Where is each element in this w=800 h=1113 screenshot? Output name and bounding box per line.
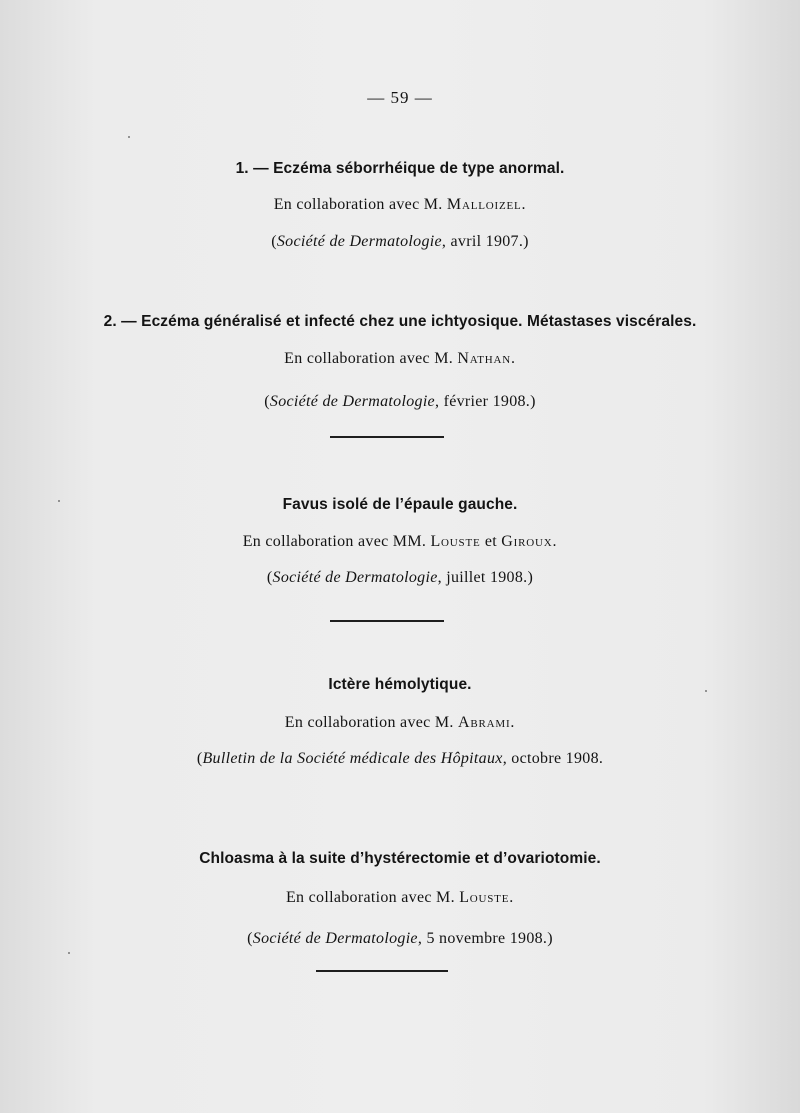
entry-1-title: 1. — Eczéma séborrhéique de type anormal. xyxy=(235,160,565,177)
entry-2-ref-open: ( xyxy=(264,393,270,410)
scan-speck xyxy=(68,952,70,954)
entry-1-collaboration xyxy=(0,196,800,214)
section-divider xyxy=(330,620,444,622)
entry-3-reference xyxy=(0,569,800,587)
scan-speck xyxy=(705,690,707,692)
entry-1-reference xyxy=(0,233,800,251)
entry-4-ref-date: , octobre 1908. xyxy=(502,750,604,767)
entry-3-collab-et: et xyxy=(480,533,502,550)
entry-1-ref-open: ( xyxy=(271,233,277,250)
entry-1-collab-prefix: En collaboration avec M. xyxy=(273,196,443,213)
entry-2-ref-source: Société de Dermatologie xyxy=(269,393,435,410)
entry-1-collab-names: Malloizel. xyxy=(446,196,527,213)
section-divider xyxy=(316,970,448,972)
entry-4-title: Ictère hémolytique. xyxy=(328,676,472,693)
entry-4-collab-prefix: En collaboration avec M. xyxy=(284,714,454,731)
entry-2-ref-date: , février 1908.) xyxy=(434,393,536,410)
entry-3-ref-source: Société de Dermatologie xyxy=(272,569,438,586)
entry-3-ref-open: ( xyxy=(266,569,273,586)
entry-3-ref-date: , juillet 1908.) xyxy=(437,569,534,586)
entry-5-ref-source: Société de Dermatologie xyxy=(252,930,418,947)
entry-2-collaboration xyxy=(0,350,800,368)
entry-4-collaboration xyxy=(0,714,800,732)
entry-5-collab-prefix: En collaboration avec M. xyxy=(285,889,455,906)
entry-1-ref-date: , avril 1907.) xyxy=(441,233,529,250)
entry-2-collab-prefix: En collaboration avec M. xyxy=(284,350,454,367)
entry-5-collaboration xyxy=(0,889,800,907)
entry-5-collab-names: Louste. xyxy=(459,889,515,906)
entry-1-ref-source: Société de Dermatologie xyxy=(276,233,442,250)
entry-3-title: Favus isolé de l’épaule gauche. xyxy=(282,496,518,513)
entry-5-reference xyxy=(0,930,800,948)
entry-2-reference xyxy=(0,393,800,411)
scan-speck xyxy=(128,136,130,138)
entry-4-collab-names: Abrami. xyxy=(458,714,516,731)
entry-3-collab-name-2: Giroux. xyxy=(501,533,558,550)
scan-speck xyxy=(58,500,60,502)
entry-5-title: Chloasma à la suite d’hystérectomie et d’ovariotomie. xyxy=(199,850,601,867)
entry-5-ref-date: , 5 novembre 1908.) xyxy=(417,930,553,947)
entry-3-collaboration xyxy=(0,533,800,551)
entry-2-title: 2. — Eczéma généralisé et infecté chez une ichtyosique. Métastases viscérales. xyxy=(103,313,697,330)
page-number: — 59 — xyxy=(367,88,433,107)
entry-4-ref-open: ( xyxy=(196,750,203,767)
entry-3-collab-name-1: Louste xyxy=(430,533,481,550)
entry-4-reference xyxy=(0,750,800,768)
entry-3-collab-prefix: En collaboration avec MM. xyxy=(242,533,427,550)
entry-4-ref-source: Bulletin de la Société médicale des Hôpitaux xyxy=(202,750,503,767)
entry-2-collab-names: Nathan. xyxy=(457,350,516,367)
section-divider xyxy=(330,436,444,438)
entry-5-ref-open: ( xyxy=(247,930,253,947)
